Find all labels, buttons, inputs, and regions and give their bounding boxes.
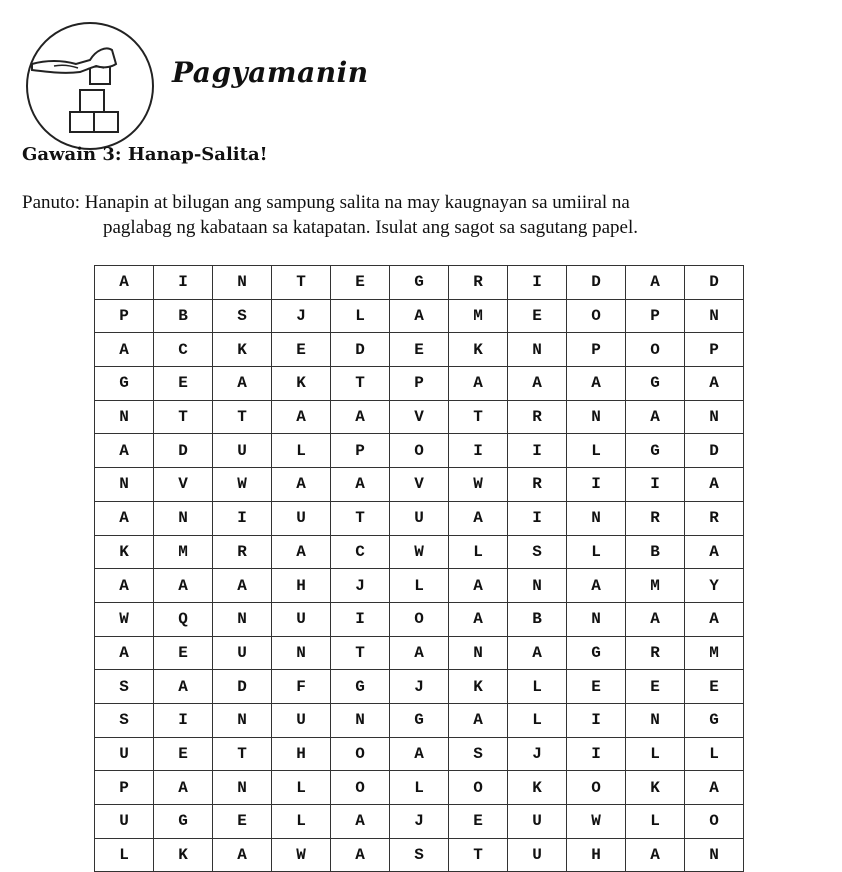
grid-cell[interactable]: S (449, 737, 508, 771)
grid-cell[interactable]: O (685, 805, 744, 839)
grid-cell[interactable]: A (449, 602, 508, 636)
grid-cell[interactable]: A (449, 569, 508, 603)
grid-cell[interactable]: E (390, 333, 449, 367)
grid-cell[interactable]: A (95, 569, 154, 603)
grid-cell[interactable]: A (154, 771, 213, 805)
grid-row (95, 569, 744, 603)
grid-row (95, 367, 744, 401)
grid-cell[interactable]: N (626, 703, 685, 737)
grid-cell[interactable]: W (213, 468, 272, 502)
grid-cell[interactable]: A (626, 266, 685, 300)
grid-cell[interactable]: L (508, 670, 567, 704)
grid-cell[interactable]: G (331, 670, 390, 704)
grid-cell[interactable]: A (685, 367, 744, 401)
grid-cell[interactable]: S (213, 299, 272, 333)
grid-cell[interactable]: P (626, 299, 685, 333)
grid-cell[interactable]: H (567, 838, 626, 872)
grid-cell[interactable]: C (154, 333, 213, 367)
grid-cell[interactable]: E (154, 737, 213, 771)
grid-cell[interactable]: L (626, 737, 685, 771)
grid-cell[interactable]: J (390, 805, 449, 839)
grid-cell[interactable]: E (272, 333, 331, 367)
grid-cell[interactable]: N (213, 602, 272, 636)
grid-cell[interactable]: L (567, 535, 626, 569)
grid-cell[interactable]: U (95, 805, 154, 839)
grid-row (95, 501, 744, 535)
grid-cell[interactable]: D (331, 333, 390, 367)
grid-cell[interactable]: N (685, 838, 744, 872)
grid-cell[interactable]: A (95, 636, 154, 670)
grid-cell[interactable]: A (154, 569, 213, 603)
grid-cell[interactable]: W (449, 468, 508, 502)
grid-row (95, 299, 744, 333)
grid-cell[interactable]: K (272, 367, 331, 401)
grid-cell[interactable]: L (390, 771, 449, 805)
grid-cell[interactable]: G (390, 266, 449, 300)
grid-cell[interactable]: N (685, 299, 744, 333)
grid-cell[interactable]: K (449, 333, 508, 367)
grid-cell[interactable]: U (272, 501, 331, 535)
grid-cell[interactable]: K (449, 670, 508, 704)
grid-cell[interactable]: K (213, 333, 272, 367)
grid-cell[interactable]: D (685, 266, 744, 300)
grid-cell[interactable]: E (213, 805, 272, 839)
grid-cell[interactable]: A (95, 434, 154, 468)
grid-cell[interactable]: G (685, 703, 744, 737)
grid-cell[interactable]: J (272, 299, 331, 333)
grid-cell[interactable]: A (685, 602, 744, 636)
grid-cell[interactable]: J (508, 737, 567, 771)
grid-cell[interactable]: N (449, 636, 508, 670)
grid-cell[interactable]: A (449, 703, 508, 737)
grid-cell[interactable]: M (154, 535, 213, 569)
grid-cell[interactable]: S (390, 838, 449, 872)
grid-cell[interactable]: U (508, 805, 567, 839)
grid-cell[interactable]: A (213, 569, 272, 603)
grid-cell[interactable]: E (685, 670, 744, 704)
grid-cell[interactable]: M (449, 299, 508, 333)
word-search-grid (94, 265, 744, 872)
grid-cell[interactable]: J (331, 569, 390, 603)
grid-cell[interactable]: J (390, 670, 449, 704)
grid-cell[interactable]: O (390, 602, 449, 636)
grid-cell[interactable]: Q (154, 602, 213, 636)
grid-cell[interactable]: O (626, 333, 685, 367)
grid-cell[interactable]: Y (685, 569, 744, 603)
grid-cell[interactable]: O (390, 434, 449, 468)
grid-cell[interactable]: E (331, 266, 390, 300)
grid-cell[interactable]: A (331, 468, 390, 502)
grid-cell[interactable]: T (272, 266, 331, 300)
grid-cell[interactable]: N (331, 703, 390, 737)
grid-cell[interactable]: A (272, 535, 331, 569)
grid-row (95, 703, 744, 737)
grid-cell[interactable]: H (272, 737, 331, 771)
grid-cell[interactable]: A (95, 333, 154, 367)
grid-cell[interactable]: U (272, 602, 331, 636)
grid-cell[interactable]: N (95, 468, 154, 502)
grid-row (95, 771, 744, 805)
grid-cell[interactable]: A (95, 266, 154, 300)
grid-cell[interactable]: E (508, 299, 567, 333)
grid-cell[interactable]: R (213, 535, 272, 569)
grid-row (95, 670, 744, 704)
grid-cell[interactable]: I (567, 703, 626, 737)
grid-cell[interactable]: T (331, 501, 390, 535)
grid-cell[interactable]: U (272, 703, 331, 737)
grid-row (95, 838, 744, 872)
grid-cell[interactable]: A (449, 501, 508, 535)
grid-cell[interactable]: O (567, 771, 626, 805)
grid-cell[interactable]: I (154, 703, 213, 737)
grid-cell[interactable]: O (567, 299, 626, 333)
grid-cell[interactable]: A (567, 569, 626, 603)
grid-cell[interactable]: K (508, 771, 567, 805)
grid-cell[interactable]: K (154, 838, 213, 872)
grid-cell[interactable]: P (685, 333, 744, 367)
grid-cell[interactable]: A (272, 400, 331, 434)
grid-cell[interactable]: D (567, 266, 626, 300)
grid-cell[interactable]: S (95, 703, 154, 737)
grid-cell[interactable]: N (213, 771, 272, 805)
grid-cell[interactable]: T (154, 400, 213, 434)
grid-row (95, 468, 744, 502)
grid-cell[interactable]: P (95, 771, 154, 805)
grid-cell[interactable]: K (95, 535, 154, 569)
grid-cell[interactable]: N (567, 501, 626, 535)
grid-cell[interactable]: L (272, 771, 331, 805)
grid-cell[interactable]: N (508, 569, 567, 603)
section-title: Pagyamanin (172, 56, 369, 89)
grid-cell[interactable]: R (626, 501, 685, 535)
grid-cell[interactable]: L (272, 434, 331, 468)
grid-cell[interactable]: R (626, 636, 685, 670)
grid-cell[interactable]: T (331, 367, 390, 401)
grid-cell[interactable]: D (213, 670, 272, 704)
grid-cell[interactable]: I (626, 468, 685, 502)
grid-row (95, 266, 744, 300)
grid-cell[interactable]: A (154, 670, 213, 704)
grid-cell[interactable]: P (567, 333, 626, 367)
grid-cell[interactable]: I (508, 501, 567, 535)
grid-cell[interactable]: I (508, 434, 567, 468)
grid-cell[interactable]: W (567, 805, 626, 839)
grid-cell[interactable]: W (272, 838, 331, 872)
grid-row (95, 400, 744, 434)
grid-cell[interactable]: A (213, 367, 272, 401)
grid-cell[interactable]: L (626, 805, 685, 839)
grid-cell[interactable]: A (508, 367, 567, 401)
grid-cell[interactable]: I (331, 602, 390, 636)
grid-cell[interactable]: D (685, 434, 744, 468)
grid-cell[interactable]: T (213, 400, 272, 434)
grid-cell[interactable]: E (567, 670, 626, 704)
grid-cell[interactable]: V (390, 400, 449, 434)
grid-cell[interactable]: A (390, 299, 449, 333)
grid-cell[interactable]: W (390, 535, 449, 569)
grid-row (95, 737, 744, 771)
grid-cell[interactable]: O (331, 771, 390, 805)
hand-stacking-blocks-icon (24, 20, 156, 152)
grid-cell[interactable]: U (213, 636, 272, 670)
grid-cell[interactable]: A (331, 838, 390, 872)
grid-cell[interactable]: N (272, 636, 331, 670)
grid-cell[interactable]: U (213, 434, 272, 468)
grid-cell[interactable]: S (508, 535, 567, 569)
grid-cell[interactable]: T (331, 636, 390, 670)
grid-cell[interactable]: L (685, 737, 744, 771)
grid-cell[interactable]: S (95, 670, 154, 704)
grid-cell[interactable]: N (567, 602, 626, 636)
grid-cell[interactable]: A (567, 367, 626, 401)
grid-cell[interactable]: G (567, 636, 626, 670)
grid-cell[interactable]: L (331, 299, 390, 333)
grid-cell[interactable]: N (213, 703, 272, 737)
grid-cell[interactable]: A (626, 602, 685, 636)
grid-cell[interactable]: I (508, 266, 567, 300)
grid-cell[interactable]: I (567, 468, 626, 502)
grid-cell[interactable]: A (213, 838, 272, 872)
grid-cell[interactable]: D (154, 434, 213, 468)
grid-row (95, 636, 744, 670)
grid-cell[interactable]: T (449, 838, 508, 872)
grid-cell[interactable]: G (626, 367, 685, 401)
grid-cell[interactable]: G (390, 703, 449, 737)
grid-cell[interactable]: N (567, 400, 626, 434)
grid-cell[interactable]: L (390, 569, 449, 603)
grid-cell[interactable]: A (449, 367, 508, 401)
grid-cell[interactable]: A (685, 468, 744, 502)
grid-cell[interactable]: V (390, 468, 449, 502)
grid-cell[interactable]: U (390, 501, 449, 535)
grid-cell[interactable]: O (449, 771, 508, 805)
grid-cell[interactable]: G (154, 805, 213, 839)
instructions-line-2: paglabag ng kabataan sa katapatan. Isulat ang sagot sa sagutang papel. (103, 217, 638, 238)
grid-cell[interactable]: E (626, 670, 685, 704)
grid-cell[interactable]: N (508, 333, 567, 367)
grid-cell[interactable]: I (213, 501, 272, 535)
grid-cell[interactable]: A (685, 771, 744, 805)
grid-row (95, 333, 744, 367)
grid-cell[interactable]: R (685, 501, 744, 535)
grid-cell[interactable]: B (508, 602, 567, 636)
grid-cell[interactable]: A (331, 805, 390, 839)
grid-cell[interactable]: N (685, 400, 744, 434)
grid-cell[interactable]: V (154, 468, 213, 502)
grid-cell[interactable]: E (154, 636, 213, 670)
grid-cell[interactable]: P (390, 367, 449, 401)
grid-cell[interactable]: K (626, 771, 685, 805)
grid-cell[interactable]: N (154, 501, 213, 535)
grid-cell[interactable]: M (626, 569, 685, 603)
grid-cell[interactable]: U (508, 838, 567, 872)
grid-cell[interactable]: G (626, 434, 685, 468)
grid-cell[interactable]: O (331, 737, 390, 771)
grid-cell[interactable]: P (331, 434, 390, 468)
grid-cell[interactable]: L (449, 535, 508, 569)
grid-cell[interactable]: I (567, 737, 626, 771)
grid-cell[interactable]: N (95, 400, 154, 434)
grid-cell[interactable]: A (685, 535, 744, 569)
grid-cell[interactable]: T (213, 737, 272, 771)
grid-cell[interactable]: E (449, 805, 508, 839)
grid-cell[interactable]: L (272, 805, 331, 839)
grid-cell[interactable]: B (154, 299, 213, 333)
grid-cell[interactable]: A (626, 400, 685, 434)
grid-cell[interactable]: R (508, 468, 567, 502)
grid-cell[interactable]: N (213, 266, 272, 300)
grid-cell[interactable]: A (272, 468, 331, 502)
grid-cell[interactable]: B (626, 535, 685, 569)
grid-cell[interactable]: I (449, 434, 508, 468)
grid-cell[interactable]: W (95, 602, 154, 636)
grid-cell[interactable]: T (449, 400, 508, 434)
instructions-line-1: Panuto: Hanapin at bilugan ang sampung salita na may kaugnayan sa umiiral na (22, 192, 630, 213)
grid-cell[interactable]: A (95, 501, 154, 535)
grid-cell[interactable]: E (154, 367, 213, 401)
grid-cell[interactable]: G (95, 367, 154, 401)
grid-cell[interactable]: C (331, 535, 390, 569)
grid-cell[interactable]: R (508, 400, 567, 434)
grid-cell[interactable]: A (626, 838, 685, 872)
grid-cell[interactable]: P (95, 299, 154, 333)
grid-cell[interactable]: F (272, 670, 331, 704)
activity-title: Gawain 3: Hanap-Salita! (22, 144, 268, 165)
instructions (22, 190, 822, 240)
grid-cell[interactable]: I (154, 266, 213, 300)
grid-cell[interactable]: M (685, 636, 744, 670)
grid-cell[interactable]: L (567, 434, 626, 468)
grid-row (95, 535, 744, 569)
grid-cell[interactable]: R (449, 266, 508, 300)
grid-row (95, 434, 744, 468)
grid-cell[interactable]: U (95, 737, 154, 771)
grid-cell[interactable]: L (95, 838, 154, 872)
grid-cell[interactable]: A (508, 636, 567, 670)
grid-cell[interactable]: L (508, 703, 567, 737)
grid-cell[interactable]: A (390, 737, 449, 771)
grid-row (95, 805, 744, 839)
grid-cell[interactable]: A (390, 636, 449, 670)
grid-cell[interactable]: A (331, 400, 390, 434)
grid-cell[interactable]: H (272, 569, 331, 603)
grid-row (95, 602, 744, 636)
